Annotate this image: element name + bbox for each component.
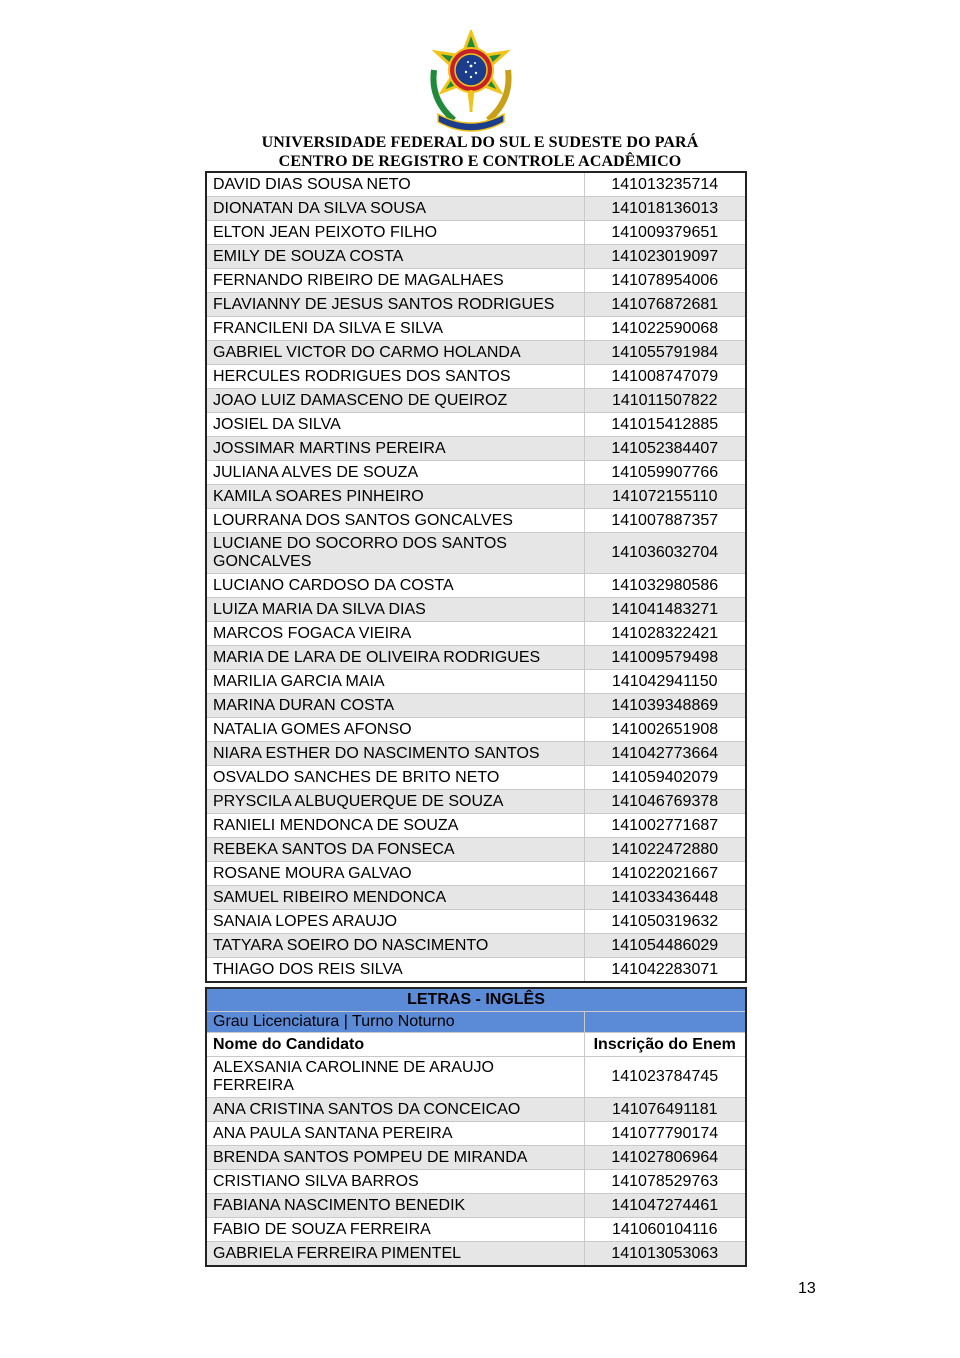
table-row — [206, 646, 746, 670]
enem-registration: 141078529763 — [584, 1170, 746, 1194]
table-row — [206, 670, 746, 694]
table-row — [206, 389, 746, 413]
candidate-name: EMILY DE SOUZA COSTA — [206, 245, 584, 269]
enem-registration: 141076872681 — [584, 293, 746, 317]
enem-registration: 141023784745 — [584, 1057, 746, 1098]
table-row — [206, 1122, 746, 1146]
table-row — [206, 461, 746, 485]
candidate-name: BRENDA SANTOS POMPEU DE MIRANDA — [206, 1146, 584, 1170]
table-row — [206, 1057, 746, 1098]
candidate-name: GABRIEL VICTOR DO CARMO HOLANDA — [206, 341, 584, 365]
table-row — [206, 934, 746, 958]
table-row — [206, 910, 746, 934]
enem-registration: 141055791984 — [584, 341, 746, 365]
candidate-name: ANA CRISTINA SANTOS DA CONCEICAO — [206, 1098, 584, 1122]
enem-registration: 141002771687 — [584, 814, 746, 838]
candidate-name: JOAO LUIZ DAMASCENO DE QUEIROZ — [206, 389, 584, 413]
candidate-name: ALEXSANIA CAROLINNE DE ARAUJO FERREIRA — [206, 1057, 584, 1098]
table-row — [206, 622, 746, 646]
candidate-name: MARCOS FOGACA VIEIRA — [206, 622, 584, 646]
enem-registration: 141078954006 — [584, 269, 746, 293]
candidate-name: FABIANA NASCIMENTO BENEDIK — [206, 1194, 584, 1218]
enem-registration: 141007887357 — [584, 509, 746, 533]
table-row — [206, 694, 746, 718]
enem-registration: 141050319632 — [584, 910, 746, 934]
table-row — [206, 245, 746, 269]
enem-registration: 141022590068 — [584, 317, 746, 341]
candidate-name: SAMUEL RIBEIRO MENDONCA — [206, 886, 584, 910]
candidate-name: MARINA DURAN COSTA — [206, 694, 584, 718]
enem-registration: 141076491181 — [584, 1098, 746, 1122]
candidate-name: ANA PAULA SANTANA PEREIRA — [206, 1122, 584, 1146]
candidate-name: DIONATAN DA SILVA SOUSA — [206, 197, 584, 221]
enem-registration: 141018136013 — [584, 197, 746, 221]
enem-registration: 141077790174 — [584, 1122, 746, 1146]
enem-registration: 141011507822 — [584, 389, 746, 413]
table-row — [206, 958, 746, 983]
column-header-enem: Inscrição do Enem — [584, 1033, 746, 1057]
table-row — [206, 1146, 746, 1170]
table-row — [206, 365, 746, 389]
candidate-name: LUIZA MARIA DA SILVA DIAS — [206, 598, 584, 622]
section-subtitle: Grau Licenciatura | Turno Noturno — [206, 1012, 584, 1033]
enem-registration: 141002651908 — [584, 718, 746, 742]
enem-registration: 141054486029 — [584, 934, 746, 958]
candidate-name: KAMILA SOARES PINHEIRO — [206, 485, 584, 509]
enem-registration: 141022472880 — [584, 838, 746, 862]
enem-registration: 141033436448 — [584, 886, 746, 910]
enem-registration: 141023019097 — [584, 245, 746, 269]
table-row — [206, 1242, 746, 1267]
enem-registration: 141013053063 — [584, 1242, 746, 1267]
enem-registration: 141047274461 — [584, 1194, 746, 1218]
candidate-name: GABRIELA FERREIRA PIMENTEL — [206, 1242, 584, 1267]
enem-registration: 141039348869 — [584, 694, 746, 718]
table-row — [206, 509, 746, 533]
brazil-coat-of-arms-icon — [424, 30, 518, 134]
table-row — [206, 437, 746, 461]
table-row — [206, 790, 746, 814]
enem-registration: 141009379651 — [584, 221, 746, 245]
candidate-name: THIAGO DOS REIS SILVA — [206, 958, 584, 983]
enem-registration: 141015412885 — [584, 413, 746, 437]
table-row — [206, 221, 746, 245]
table-row — [206, 413, 746, 437]
enem-registration: 141042773664 — [584, 742, 746, 766]
section-title: LETRAS - INGLÊS — [206, 988, 746, 1012]
candidate-name: FABIO DE SOUZA FERREIRA — [206, 1218, 584, 1242]
enem-registration: 141042283071 — [584, 958, 746, 983]
table-row — [206, 838, 746, 862]
candidate-name: JOSIEL DA SILVA — [206, 413, 584, 437]
enem-registration: 141022021667 — [584, 862, 746, 886]
candidates-table-continued — [205, 171, 747, 983]
candidate-name: NIARA ESTHER DO NASCIMENTO SANTOS — [206, 742, 584, 766]
enem-registration: 141060104116 — [584, 1218, 746, 1242]
table-row — [206, 766, 746, 790]
candidate-name: FRANCILENI DA SILVA E SILVA — [206, 317, 584, 341]
table-row — [206, 317, 746, 341]
enem-registration: 141059402079 — [584, 766, 746, 790]
enem-registration: 141059907766 — [584, 461, 746, 485]
table-row — [206, 598, 746, 622]
enem-registration: 141052384407 — [584, 437, 746, 461]
candidate-name: TATYARA SOEIRO DO NASCIMENTO — [206, 934, 584, 958]
enem-registration: 141036032704 — [584, 533, 746, 574]
candidate-name: LUCIANE DO SOCORRO DOS SANTOS GONCALVES — [206, 533, 584, 574]
table-row — [206, 574, 746, 598]
candidate-name: LUCIANO CARDOSO DA COSTA — [206, 574, 584, 598]
enem-registration: 141013235714 — [584, 172, 746, 197]
candidate-name: REBEKA SANTOS DA FONSECA — [206, 838, 584, 862]
table-row — [206, 862, 746, 886]
enem-registration: 141046769378 — [584, 790, 746, 814]
candidate-name: SANAIA LOPES ARAUJO — [206, 910, 584, 934]
table-row — [206, 742, 746, 766]
enem-registration: 141028322421 — [584, 622, 746, 646]
enem-registration: 141009579498 — [584, 646, 746, 670]
table-row — [206, 1218, 746, 1242]
enem-registration: 141008747079 — [584, 365, 746, 389]
table-row — [206, 886, 746, 910]
candidate-name: JOSSIMAR MARTINS PEREIRA — [206, 437, 584, 461]
table-row — [206, 172, 746, 197]
department-name: CENTRO DE REGISTRO E CONTROLE ACADÊMICO — [278, 153, 682, 170]
enem-registration: 141027806964 — [584, 1146, 746, 1170]
table-row — [206, 341, 746, 365]
candidate-name: MARIA DE LARA DE OLIVEIRA RODRIGUES — [206, 646, 584, 670]
candidate-name: RANIELI MENDONCA DE SOUZA — [206, 814, 584, 838]
candidate-name: HERCULES RODRIGUES DOS SANTOS — [206, 365, 584, 389]
enem-registration: 141032980586 — [584, 574, 746, 598]
candidate-name: LOURRANA DOS SANTOS GONCALVES — [206, 509, 584, 533]
table-row — [206, 814, 746, 838]
enem-registration: 141072155110 — [584, 485, 746, 509]
table-row — [206, 533, 746, 574]
table-row — [206, 1098, 746, 1122]
candidate-name: OSVALDO SANCHES DE BRITO NETO — [206, 766, 584, 790]
page-number: 13 — [798, 1280, 816, 1297]
table-row — [206, 1194, 746, 1218]
table-row — [206, 197, 746, 221]
section-subtitle-spacer — [584, 1012, 746, 1033]
column-header-name: Nome do Candidato — [206, 1033, 584, 1057]
candidate-name: PRYSCILA ALBUQUERQUE DE SOUZA — [206, 790, 584, 814]
candidate-name: JULIANA ALVES DE SOUZA — [206, 461, 584, 485]
enem-registration: 141042941150 — [584, 670, 746, 694]
letras-ingles-table — [205, 987, 747, 1267]
candidate-name: FERNANDO RIBEIRO DE MAGALHAES — [206, 269, 584, 293]
candidate-name: MARILIA GARCIA MAIA — [206, 670, 584, 694]
candidate-name: FLAVIANNY DE JESUS SANTOS RODRIGUES — [206, 293, 584, 317]
candidate-name: CRISTIANO SILVA BARROS — [206, 1170, 584, 1194]
table-row — [206, 485, 746, 509]
enem-registration: 141041483271 — [584, 598, 746, 622]
candidate-name: DAVID DIAS SOUSA NETO — [206, 172, 584, 197]
table-row — [206, 1170, 746, 1194]
university-name: UNIVERSIDADE FEDERAL DO SUL E SUDESTE DO PARÁ — [261, 134, 699, 151]
candidate-name: ELTON JEAN PEIXOTO FILHO — [206, 221, 584, 245]
table-row — [206, 293, 746, 317]
table-row — [206, 718, 746, 742]
candidate-name: NATALIA GOMES AFONSO — [206, 718, 584, 742]
candidate-name: ROSANE MOURA GALVAO — [206, 862, 584, 886]
table-row — [206, 269, 746, 293]
